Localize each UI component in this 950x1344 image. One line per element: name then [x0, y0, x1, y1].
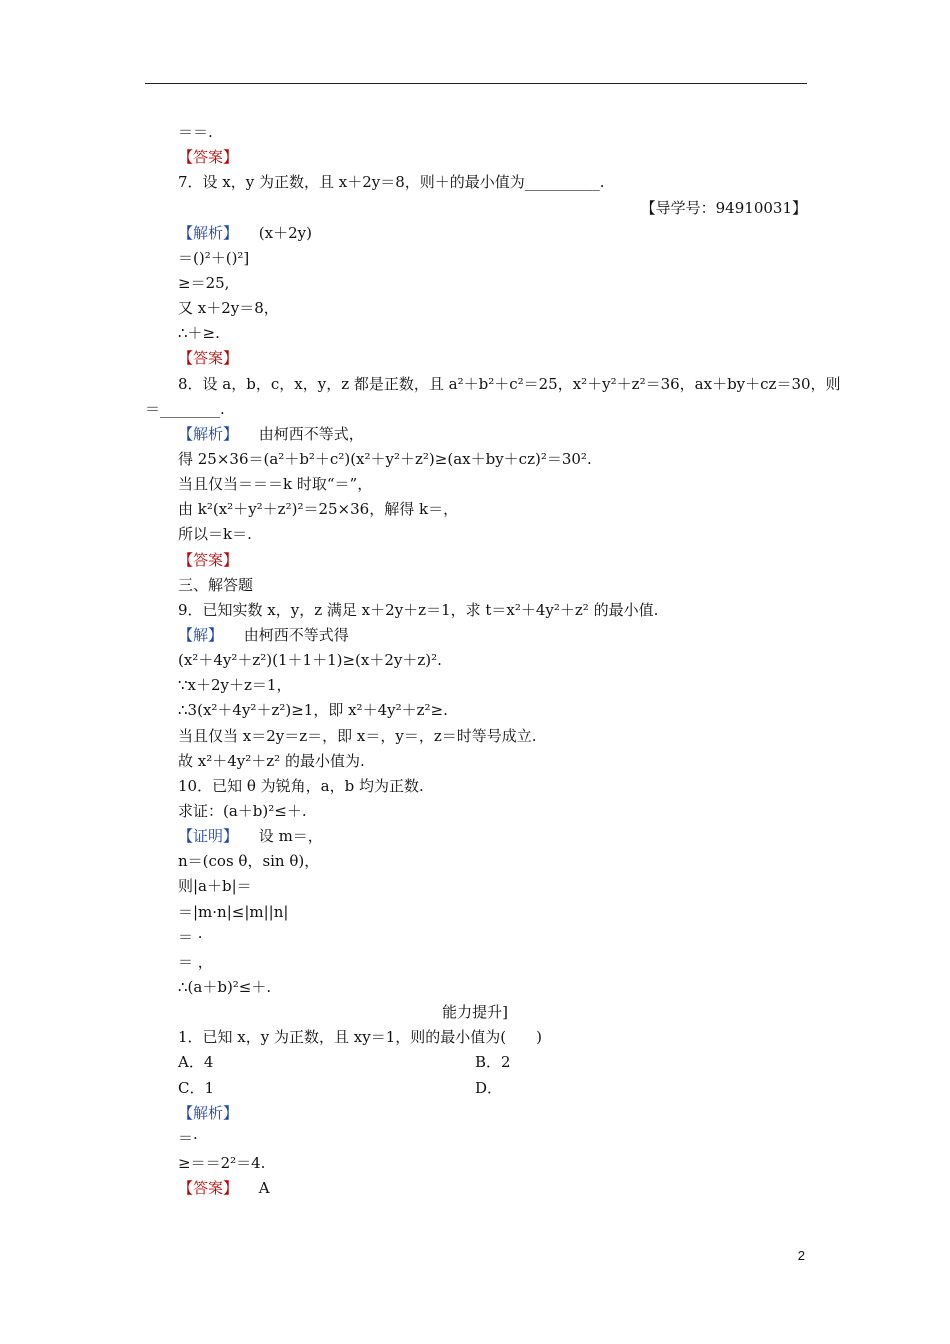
question-10: 10．已知 θ 为锐角，a，b 均为正数. — [178, 777, 424, 795]
page-number: 2 — [797, 1248, 805, 1263]
analysis-8 — [178, 424, 364, 444]
problem-1: 1．已知 x，y 为正数，且 xy＝1，则的最小值为( ) — [178, 1028, 542, 1046]
text-line: ∴＋≥. — [178, 324, 220, 342]
text-line: ＝ ， — [178, 953, 213, 971]
text-line: ≥＝＝2²＝4. — [178, 1154, 266, 1172]
text-line: ≥＝25, — [178, 274, 230, 292]
guide-number: 【导学号：94910031】 — [640, 199, 807, 217]
answer-tag: 【答案】 — [178, 1179, 239, 1197]
text-line: 所以＝k＝. — [178, 525, 252, 543]
question-10-prove: 求证：(a＋b)²≤＋. — [178, 802, 307, 820]
text-line: n＝(cos θ，sin θ)， — [178, 852, 320, 870]
option-c: C．1 — [178, 1079, 215, 1097]
question-9: 9．已知实数 x，y，z 满足 x＋2y＋z＝1，求 t＝x²＋4y²＋z² 的最小值. — [178, 601, 659, 619]
analysis-text: (x＋2y) — [258, 224, 312, 242]
text-line: 当且仅当＝＝＝k 时取“＝”， — [178, 475, 373, 493]
answer-value: A — [258, 1179, 270, 1197]
text-line: ＝ · — [178, 928, 203, 946]
text-line: ＝· — [178, 1129, 198, 1147]
question-7: 7．设 x，y 为正数，且 x＋2y＝8，则＋的最小值为__________. — [178, 173, 605, 191]
solution-tag: 【解】 — [178, 626, 224, 644]
option-b: B．2 — [475, 1053, 511, 1071]
option-a: A．4 — [178, 1053, 214, 1071]
text-line: (x²＋4y²＋z²)(1＋1＋1)≥(x＋2y＋z)². — [178, 651, 442, 669]
proof-tag: 【证明】 — [178, 827, 239, 845]
text-line: 故 x²＋4y²＋z² 的最小值为. — [178, 752, 365, 770]
answer-tag: 【答案】 — [178, 148, 239, 166]
text-line: ＝|m·n|≤|m||n| — [178, 903, 289, 921]
text-line: ＝()²＋()²] — [178, 249, 250, 267]
question-8: 8．设 a，b，c，x，y，z 都是正数，且 a²＋b²＋c²＝25，x²＋y²＋z²＝36，ax＋by＋cz＝30，则 — [178, 375, 841, 393]
proof-text: 设 m＝， — [258, 827, 323, 845]
analysis-tag: 【解析】 — [178, 224, 239, 242]
answer-line — [178, 1178, 270, 1198]
text-line: ∴3(x²＋4y²＋z²)≥1，即 x²＋4y²＋z²≥. — [178, 701, 448, 719]
answer-tag: 【答案】 — [178, 349, 239, 367]
solution-9 — [178, 625, 349, 645]
text-line: ＝＝. — [178, 123, 213, 141]
header-rule — [145, 83, 807, 84]
section-heading-ability: 能力提升] — [442, 1003, 508, 1021]
analysis-tag: 【解析】 — [178, 1104, 239, 1122]
text-line: 则|a＋b|＝ — [178, 877, 252, 895]
solution-text: 由柯西不等式得 — [243, 626, 349, 644]
answer-tag: 【答案】 — [178, 551, 239, 569]
analysis-text: 由柯西不等式， — [258, 425, 364, 443]
text-line: 由 k²(x²＋y²＋z²)²＝25×36，解得 k＝， — [178, 500, 459, 518]
analysis-7 — [178, 223, 312, 243]
text-line: ∴(a＋b)²≤＋. — [178, 978, 272, 996]
text-line: 得 25×36＝(a²＋b²＋c²)(x²＋y²＋z²)≥(ax＋by＋cz)²＝30². — [178, 450, 592, 468]
analysis-tag: 【解析】 — [178, 425, 239, 443]
proof-10 — [178, 826, 323, 846]
question-8-cont: ＝________. — [145, 400, 225, 418]
text-line: ∵x＋2y＋z＝1， — [178, 676, 292, 694]
text-line: 当且仅当 x＝2y＝z＝，即 x＝，y＝，z＝时等号成立. — [178, 727, 537, 745]
section-heading: 三、解答题 — [178, 576, 254, 594]
option-d: D． — [475, 1079, 503, 1097]
text-line: 又 x＋2y＝8， — [178, 299, 279, 317]
